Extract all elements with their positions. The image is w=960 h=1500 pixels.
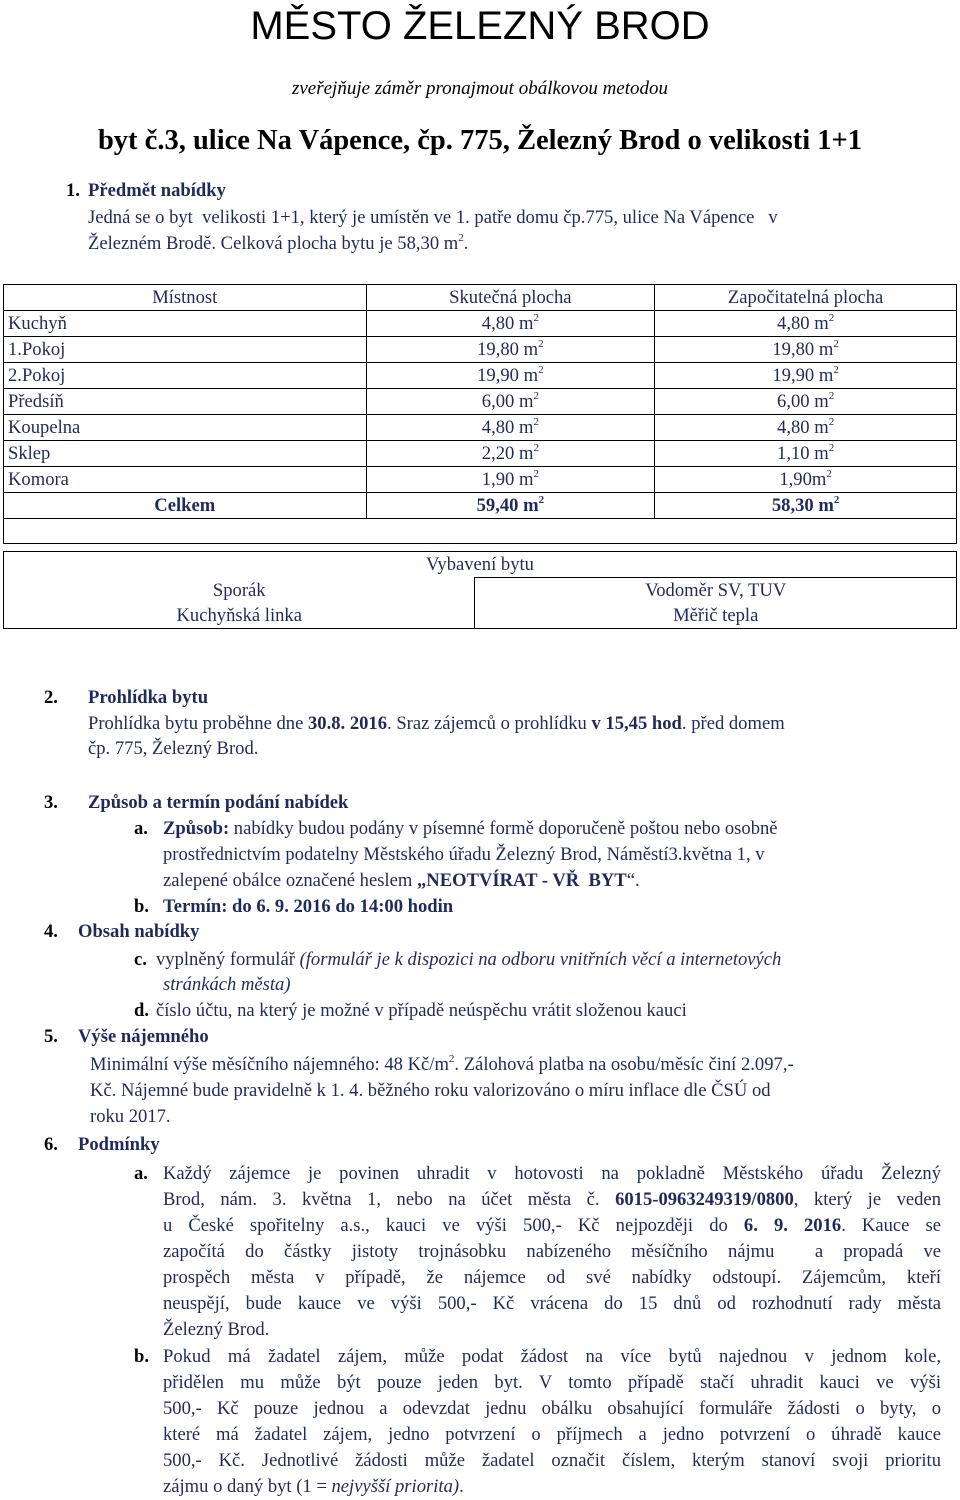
equipment-table (3, 551, 957, 629)
area-table-header (4, 285, 957, 311)
item-b-marker: b. (134, 896, 149, 917)
item-c-line1: vyplněný formulář (formulář je k dispozici na odboru vnitřních věcí a internetových (156, 949, 782, 970)
real-area: 4,80 $m^2$ (366, 415, 655, 441)
table-row (4, 389, 957, 415)
table-spacer-row (4, 519, 957, 544)
cond-a-text: Každý zájemce je povinen uhradit v hotovosti na pokladně Městského úřadu Železný Brod, nám. 3. května 1, nebo na účet města č. 6015-0963249319/0800, který je veden u České spořitelny a.s., kauci ve výši 500,- Kč nejpozději do 6. 9. 2016. Kauce se započítá do částky jistoty trojnásobku nabízeného měsíčního nájmu a propadá ve prospěch města v případě, že nájemce od své nabídky odstoupí. Zájemcům, kteří neuspějí, bude kauce ve výši 500,- Kč vrácena do 15 dnů od rozhodnutí rady města Železný Brod. (163, 1163, 942, 1340)
counted-area: 6,00 $m^2$ (655, 389, 957, 415)
section-5-line3: roku 2017. (90, 1106, 171, 1127)
table-row (4, 415, 957, 441)
item-d-marker: d. (134, 1000, 149, 1021)
item-c-line2: stránkách města) (163, 974, 291, 995)
real-area: 4,80 $m^2$ (366, 311, 655, 337)
section-2-text-line2: čp. 775, Železný Brod. (88, 738, 259, 759)
offer-headline: byt č.3, ulice Na Vápence, čp. 775, Železný Brod o velikosti 1+1 (97, 125, 863, 156)
equipment-right-2: Měřič tepla (475, 603, 957, 629)
counted-area: $1,90m^2$ (655, 467, 957, 493)
item-a-line1: Způsob: nabídky budou podány v písemné formě doporučeně poštou nebo osobně (163, 818, 778, 839)
room-name: Komora (4, 467, 367, 493)
table-row (4, 311, 957, 337)
room-name: Koupelna (4, 415, 367, 441)
table-row (4, 363, 957, 389)
section-2-number: 2. (44, 687, 58, 708)
counted-area: 4,80 $m^2$ (655, 311, 957, 337)
counted-area: 4,80 $m^2$ (655, 415, 957, 441)
section-1-text-line2: Železném Brodě. Celková plocha bytu je 58,30 $m^2$. (88, 231, 469, 254)
section-3-title: Způsob a termín podání nabídek (88, 792, 349, 813)
table-row (4, 467, 957, 493)
equipment-right-1: Vodoměr SV, TUV (475, 578, 957, 604)
section-2-title: Prohlídka bytu (88, 687, 209, 708)
cond-a-marker: a. (134, 1163, 148, 1184)
item-b-deadline: Termín: do 6. 9. 2016 do 14:00 hodin (163, 896, 454, 917)
section-4-number: 4. (44, 921, 58, 942)
real-area: 19,90 $m^2$ (366, 363, 655, 389)
real-area: 2,20 $m^2$ (366, 441, 655, 467)
room-name: Kuchyň (4, 311, 367, 337)
real-area: 6,00 $m^2$ (366, 389, 655, 415)
section-6-title: Podmínky (78, 1134, 160, 1155)
page-title: MĚSTO ŽELEZNÝ BROD (250, 4, 710, 48)
section-5-number: 5. (44, 1026, 58, 1047)
section-1-number: 1. (66, 180, 80, 201)
table-row (4, 337, 957, 363)
header-room: Místnost (4, 285, 367, 311)
header-real-area: Skutečná plocha (366, 285, 655, 311)
section-5-line1: Minimální výše měsíčního nájemného: 48 $Kč/m^2$. Zálohová platba na osobu/měsíc činí 2.097,- (90, 1052, 794, 1075)
item-a-line3: zalepené obálce označené heslem „NEOTVÍRAT - VŘ BYT“. (163, 870, 640, 891)
item-d-text: číslo účtu, na který je možné v případě neúspěchu vrátit složenou kauci (156, 1000, 687, 1021)
section-5-line2: Kč. Nájemné bude pravidelně k 1. 4. běžného roku valorizováno o míru inflace dle ČSÚ od (90, 1080, 771, 1101)
header-counted-area: Započitatelná plocha (655, 285, 957, 311)
section-6-number: 6. (44, 1134, 58, 1155)
cond-b-text: Pokud má žadatel zájem, může podat žádost na více bytů najednou v jednom kole, přidělen mu může být pouze jeden byt. V tomto případě stačí uhradit kauci ve výši 500,- Kč pouze jednou a odevzdat jednu obálku obsahující formuláře žádosti o byty, o které má žadatel zájem, jedno potvrzení o příjmech a jedno potvrzení o úhradě kauce 500,- Kč. Jednotlivé žádosti může žadatel označit číslem, kterým stanoví svoji prioritu zájmu o daný byt (1 = nejvyšší priorita). (163, 1346, 941, 1497)
total-counted-area: 58,30 $m^2$ (655, 493, 957, 519)
section-2-text-line1: Prohlídka bytu proběhne dne 30.8. 2016. Sraz zájemců o prohlídku v 15,45 hod. před domem (88, 713, 785, 734)
equipment-title: Vybavení bytu (4, 552, 957, 578)
equipment-left-2: Kuchyňská linka (4, 603, 475, 629)
counted-area: 19,80 $m^2$ (655, 337, 957, 363)
section-1-text-line1: Jedná se o byt velikosti 1+1, který je umístěn ve 1. patře domu čp.775, ulice Na Vápence v (88, 207, 778, 228)
item-c-marker: c. (134, 949, 147, 970)
area-table (3, 284, 957, 544)
page-subtitle: zveřejňuje záměr pronajmout obálkovou metodou (291, 78, 669, 99)
counted-area: 19,90 $m^2$ (655, 363, 957, 389)
room-name: 2.Pokoj (4, 363, 367, 389)
section-3-number: 3. (44, 792, 58, 813)
room-name: Sklep (4, 441, 367, 467)
item-a-marker: a. (134, 818, 148, 839)
counted-area: 1,10 $m^2$ (655, 441, 957, 467)
total-label: Celkem (4, 493, 367, 519)
total-real-area: 59,40 $m^2$ (366, 493, 655, 519)
equipment-left-1: Sporák (4, 578, 475, 604)
section-5-title: Výše nájemného (78, 1026, 209, 1047)
section-4-title: Obsah nabídky (78, 921, 200, 942)
room-name: Předsíň (4, 389, 367, 415)
cond-b-marker: b. (134, 1346, 149, 1367)
table-total-row (4, 493, 957, 519)
section-1-title: Předmět nabídky (88, 180, 226, 201)
real-area: 19,80 $m^2$ (366, 337, 655, 363)
item-a-line2: prostřednictvím podatelny Městského úřadu Železný Brod, Náměstí3.května 1, v (163, 844, 765, 865)
room-name: 1.Pokoj (4, 337, 367, 363)
table-row (4, 441, 957, 467)
real-area: 1,90 $m^2$ (366, 467, 655, 493)
